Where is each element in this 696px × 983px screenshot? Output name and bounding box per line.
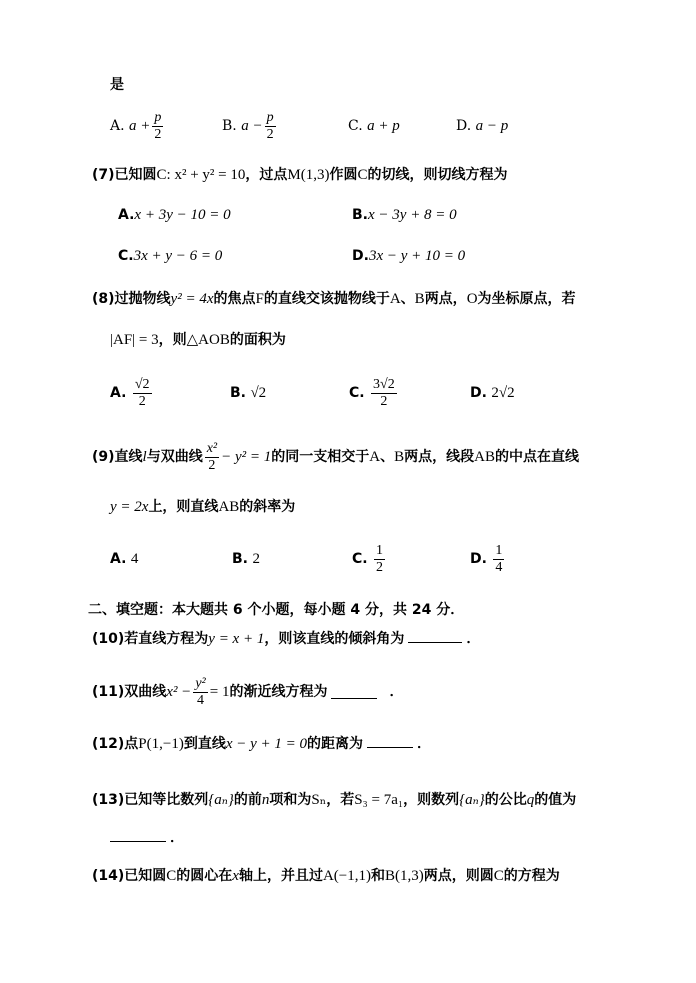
triangle: △AOB [186,332,230,348]
question-number: (7) [92,167,115,183]
point-m: M(1,3) [287,167,330,183]
question-number: (8) [92,291,115,307]
question-number: (12) [92,736,125,752]
q6-option-d [456,106,508,146]
circle-equation: C: x² + y² = 10 [156,167,246,183]
option-label: B. [222,118,237,134]
q11-stem: (11) 双曲线 x² − $\frac{\text{y²}}{4}$ = 1 的渐近线方程为 ． [92,675,404,708]
q7-option-c: C.3x + y − 6 = 0 [118,248,223,264]
answer-blank [367,735,413,748]
option-label: D. [456,118,472,134]
hyperbola-fraction: $\frac{\text{x²}}{2}$ [206,440,218,473]
q8-stem-line1: (8)过抛物线y² = 4x的焦点F的直线交该抛物线于A、B两点，O为坐标原点，若 [92,291,576,307]
answer-blank [408,630,462,643]
q14-stem: (14)已知圆C的圆心在x轴上，并且过A(−1,1)和B(1,3)两点，则圆C的方程为 [92,868,560,884]
q6-option-c [348,106,400,146]
section-heading: 二、填空题：本大题共 6 个小题，每小题 4 分，共 24 分． [88,602,465,618]
q8-option-a: A. $\frac{√2}{2}$ [110,376,150,409]
option-expr: a − p [475,117,509,134]
q8-option-d: D. 2√2 [470,384,515,401]
option-label: A. [110,118,125,134]
q10-stem: (10)若直线方程为y = x + 1，则该直线的倾斜角为 ． [92,631,481,647]
q8-option-b: B. √2 [230,384,267,401]
parabola-equation: y² = 4x [170,291,214,307]
q8-option-c: C. $\frac{3√2}{2}$ [349,376,395,409]
condition: |AF| = 3 [110,332,159,348]
q9-option-a: A. 4 [110,550,139,567]
q13-stem-line2: ． [110,828,184,848]
q7-option-b: B.x − 3y + 8 = 0 [352,207,457,223]
q12-stem: (12)点P(1,−1)到直线x − y + 1 = 0的距离为 ． [92,736,432,752]
question-number: (9) [92,449,115,465]
option-fraction: $\frac{p}{2}$ [154,109,162,142]
q6-tail: 是 [110,77,124,93]
q9-stem-line1: (9) 直线 l 与双曲线 $\frac{\text{x²}}{2}$ − y² = 1 的同一支相交于 A 、 B 两点，线段 AB 的中点在直线 [92,440,579,473]
q13-stem-line1: (13)已知等比数列{aₙ}的前n项和为Sₙ，若S₃ = 7a₁，则数列{aₙ}的公比q的值为 [92,792,577,808]
question-number: (14) [92,868,125,884]
q9-option-b: B. 2 [232,550,260,567]
q7-option-d: D.3x − y + 10 = 0 [352,248,466,264]
q7-option-a: A.x + 3y − 10 = 0 [118,207,231,223]
question-number: (13) [92,792,125,808]
q7-stem: (7)已知圆C: x² + y² = 10，过点M(1,3)作圆C的切线，则切线方程为 [92,167,508,183]
answer-blank [110,829,166,842]
q6-option-a [110,106,165,146]
q9-option-c: C. $\frac{1}{2}$ [352,542,384,575]
q8-stem-line2: |AF| = 3，则△AOB的面积为 [110,332,286,348]
q6-option-b [222,106,278,146]
q9-stem-line2: y = 2x上，则直线AB的斜率为 [110,499,296,515]
option-fraction: $\frac{p}{2}$ [266,109,274,142]
option-pre: a − [241,117,263,134]
question-number: (10) [92,631,125,647]
option-expr: a + p [367,117,400,134]
option-label: C. [348,118,363,134]
option-pre: a + [129,117,151,134]
answer-blank [331,686,377,699]
q9-option-d: D. $\frac{1}{4}$ [470,542,503,575]
question-number: (11) [92,684,125,700]
